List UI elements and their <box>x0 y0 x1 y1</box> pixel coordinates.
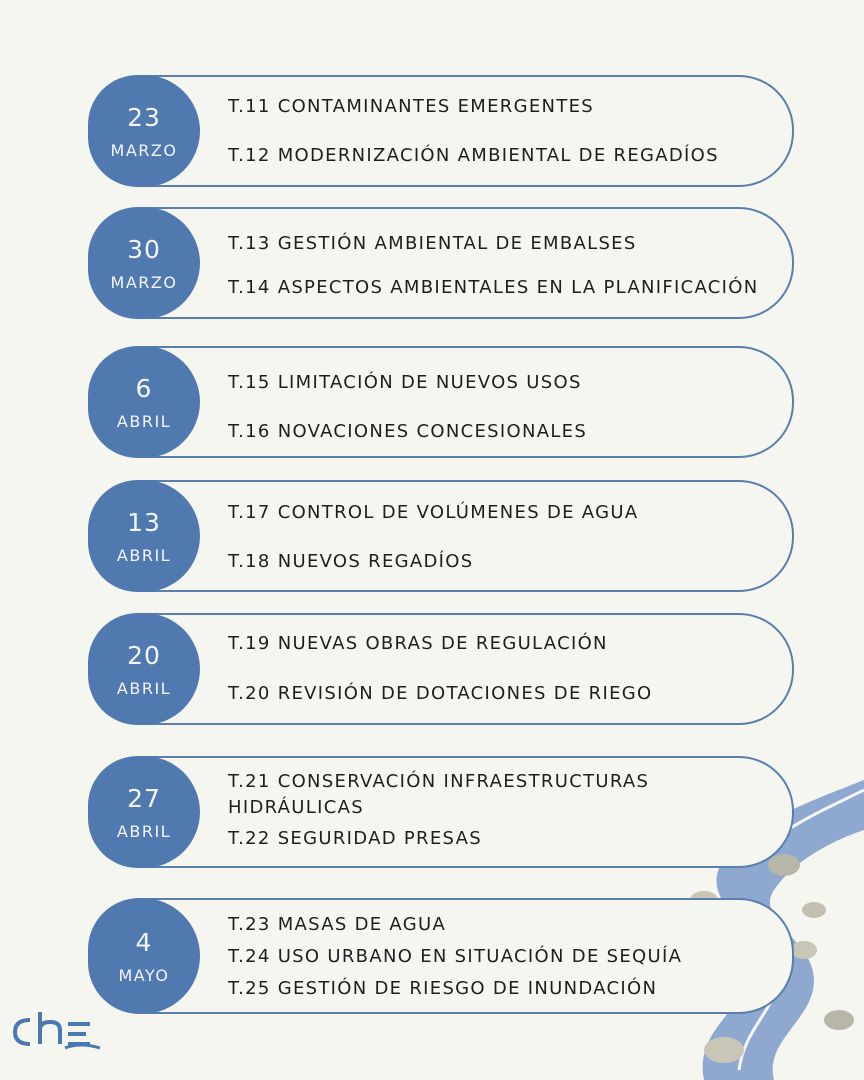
topic-item: T.13 GESTIÓN AMBIENTAL DE EMBALSES <box>228 233 637 254</box>
topic-item: T.24 USO URBANO EN SITUACIÓN DE SEQUÍA <box>228 946 683 967</box>
date-day: 27 <box>127 783 161 813</box>
topic-item: T.23 MASAS DE AGUA <box>228 914 447 935</box>
date-badge <box>88 207 200 319</box>
date-day: 30 <box>127 234 161 264</box>
topic-item: T.17 CONTROL DE VOLÚMENES DE AGUA <box>228 502 639 523</box>
date-month: ABRIL <box>116 411 172 431</box>
date-day: 6 <box>135 373 153 403</box>
session-card <box>88 756 794 868</box>
che-logo-icon <box>10 1008 105 1068</box>
date-day: 23 <box>127 102 161 132</box>
session-card <box>88 480 794 592</box>
date-month: MARZO <box>110 272 178 292</box>
topic-item: T.18 NUEVOS REGADÍOS <box>228 551 474 572</box>
date-month: ABRIL <box>116 678 172 698</box>
session-card <box>88 75 794 187</box>
session-card <box>88 613 794 725</box>
topic-item: T.16 NOVACIONES CONCESIONALES <box>228 421 588 442</box>
date-badge <box>88 346 200 458</box>
date-badge <box>88 898 200 1014</box>
topic-item: T.14 ASPECTOS AMBIENTALES EN LA PLANIFICACIÓN <box>228 277 759 298</box>
topic-list <box>228 348 786 456</box>
date-badge <box>88 75 200 187</box>
date-month: MARZO <box>110 140 178 160</box>
date-month: ABRIL <box>116 545 172 565</box>
topic-list <box>228 900 786 1012</box>
topic-item: T.12 MODERNIZACIÓN AMBIENTAL DE REGADÍOS <box>228 145 719 166</box>
topic-list <box>228 615 786 723</box>
date-day: 13 <box>127 507 161 537</box>
date-badge <box>88 756 200 868</box>
topic-item: T.11 CONTAMINANTES EMERGENTES <box>228 96 594 117</box>
topic-item: T.15 LIMITACIÓN DE NUEVOS USOS <box>228 372 582 393</box>
date-month: MAYO <box>118 965 170 985</box>
date-day: 20 <box>127 640 161 670</box>
topic-item: T.21 CONSERVACIÓN INFRAESTRUCTURAS HIDRÁULICAS <box>228 771 650 818</box>
topic-list <box>228 482 786 590</box>
date-day: 4 <box>135 927 153 957</box>
session-card <box>88 898 794 1014</box>
topic-item: T.22 SEGURIDAD PRESAS <box>228 828 482 849</box>
date-badge <box>88 480 200 592</box>
session-card <box>88 346 794 458</box>
topic-list <box>228 209 786 317</box>
che-logo <box>10 1008 105 1068</box>
topic-item: T.20 REVISIÓN DE DOTACIONES DE RIEGO <box>228 683 653 704</box>
topic-list <box>228 758 786 866</box>
session-card <box>88 207 794 319</box>
date-month: ABRIL <box>116 821 172 841</box>
date-badge <box>88 613 200 725</box>
topic-list <box>228 77 786 185</box>
topic-item: T.25 GESTIÓN DE RIESGO DE INUNDACIÓN <box>228 978 658 999</box>
topic-item: T.19 NUEVAS OBRAS DE REGULACIÓN <box>228 633 608 654</box>
